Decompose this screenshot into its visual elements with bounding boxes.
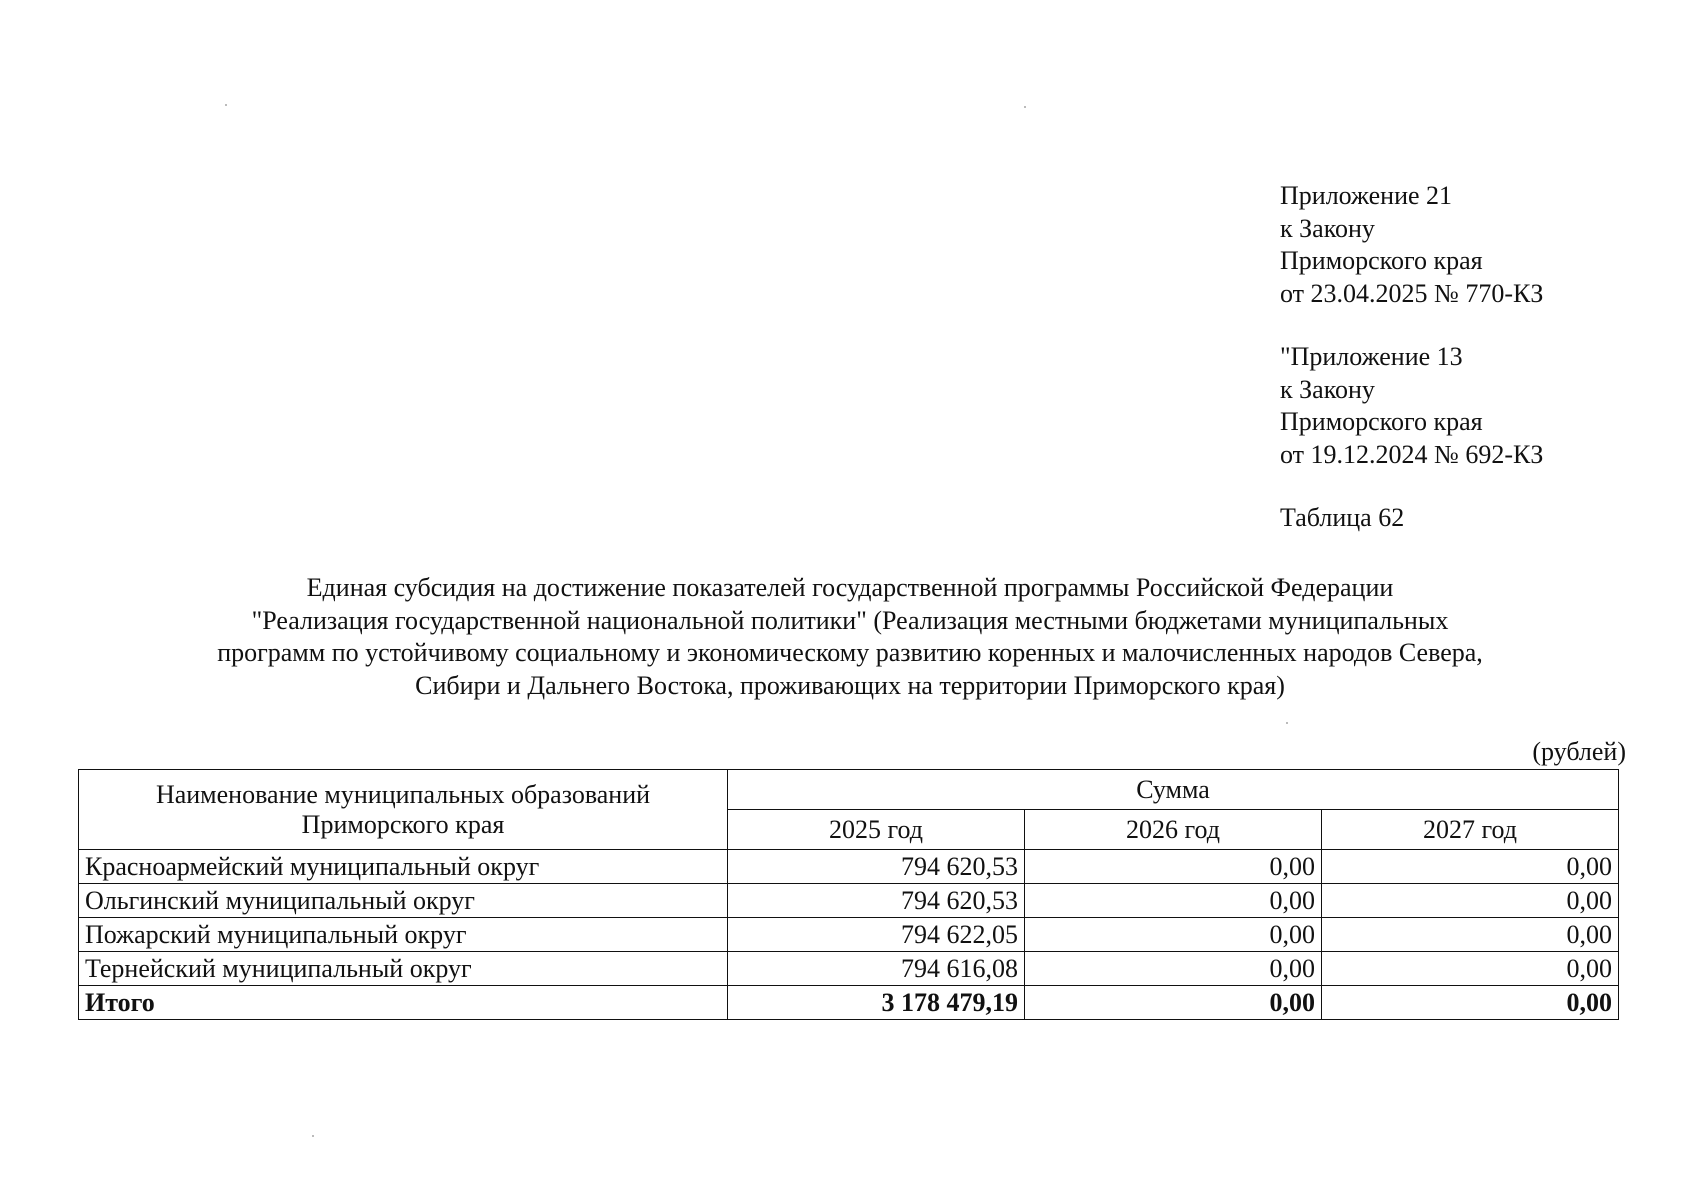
- amount-2026: 0,00: [1025, 884, 1322, 918]
- municipality-name: Красноармейский муниципальный округ: [79, 850, 728, 884]
- header-year-2027: 2027 год: [1322, 810, 1619, 850]
- amount-2027: 0,00: [1322, 918, 1619, 952]
- annex-line: Приморского края: [1280, 246, 1483, 275]
- total-label: Итого: [79, 986, 728, 1020]
- municipality-name: Ольгинский муниципальный округ: [79, 884, 728, 918]
- scan-speck: [1024, 106, 1026, 108]
- total-2026: 0,00: [1025, 986, 1322, 1020]
- annex-line: Приложение 21: [1280, 181, 1453, 210]
- title-line: программ по устойчивому социальному и экономическому развитию коренных и малочисленных народов Севера,: [217, 638, 1483, 667]
- annex-line: к Закону: [1280, 213, 1375, 243]
- title-line: Сибири и Дальнего Востока, проживающих на территории Приморского края): [415, 670, 1285, 700]
- header-municipality: [79, 770, 728, 850]
- annex-amended-law: [1280, 341, 1543, 471]
- scan-speck: [1286, 722, 1288, 724]
- table-row: [79, 918, 1619, 952]
- header-municipality-line: Приморского края: [301, 809, 505, 839]
- annex-header: [1280, 180, 1543, 566]
- amount-2025: 794 620,53: [728, 884, 1025, 918]
- amount-2025: 794 616,08: [728, 952, 1025, 986]
- amount-2027: 0,00: [1322, 850, 1619, 884]
- title-line: "Реализация государственной национальной политики" (Реализация местными бюджетами муниципальных: [251, 605, 1449, 635]
- total-2025: 3 178 479,19: [728, 986, 1025, 1020]
- amount-2026: 0,00: [1025, 918, 1322, 952]
- total-2027: 0,00: [1322, 986, 1619, 1020]
- amount-2026: 0,00: [1025, 952, 1322, 986]
- document-title: [80, 572, 1620, 702]
- header-year-2026: 2026 год: [1025, 810, 1322, 850]
- table-number: [1280, 502, 1543, 535]
- annex-line: от 23.04.2025 № 770-КЗ: [1280, 278, 1544, 308]
- subsidy-table: [78, 769, 1619, 1020]
- table-row: [79, 884, 1619, 918]
- annex-current-law: [1280, 180, 1543, 310]
- amount-2027: 0,00: [1322, 952, 1619, 986]
- scan-speck: [225, 104, 227, 106]
- table-row: [79, 952, 1619, 986]
- annex-line: к Закону: [1280, 374, 1375, 404]
- units-label: (рублей): [1532, 737, 1626, 766]
- municipality-name: Тернейский муниципальный округ: [79, 952, 728, 986]
- annex-line: от 19.12.2024 № 692-КЗ: [1280, 439, 1544, 469]
- amount-2026: 0,00: [1025, 850, 1322, 884]
- amount-2027: 0,00: [1322, 884, 1619, 918]
- amount-2025: 794 622,05: [728, 918, 1025, 952]
- header-municipality-line: Наименование муниципальных образований: [155, 779, 651, 809]
- header-year-2025: 2025 год: [728, 810, 1025, 850]
- table-number-label: Таблица 62: [1280, 503, 1405, 532]
- table-row: [79, 850, 1619, 884]
- amount-2025: 794 620,53: [728, 850, 1025, 884]
- annex-line: "Приложение 13: [1280, 342, 1463, 371]
- municipality-name: Пожарский муниципальный округ: [79, 918, 728, 952]
- annex-line: Приморского края: [1280, 407, 1483, 436]
- total-row: [79, 986, 1619, 1020]
- header-sum: Сумма: [728, 770, 1619, 810]
- scan-speck: [312, 1135, 314, 1137]
- title-line: Единая субсидия на достижение показателей государственной программы Российской Федерации: [306, 573, 1394, 602]
